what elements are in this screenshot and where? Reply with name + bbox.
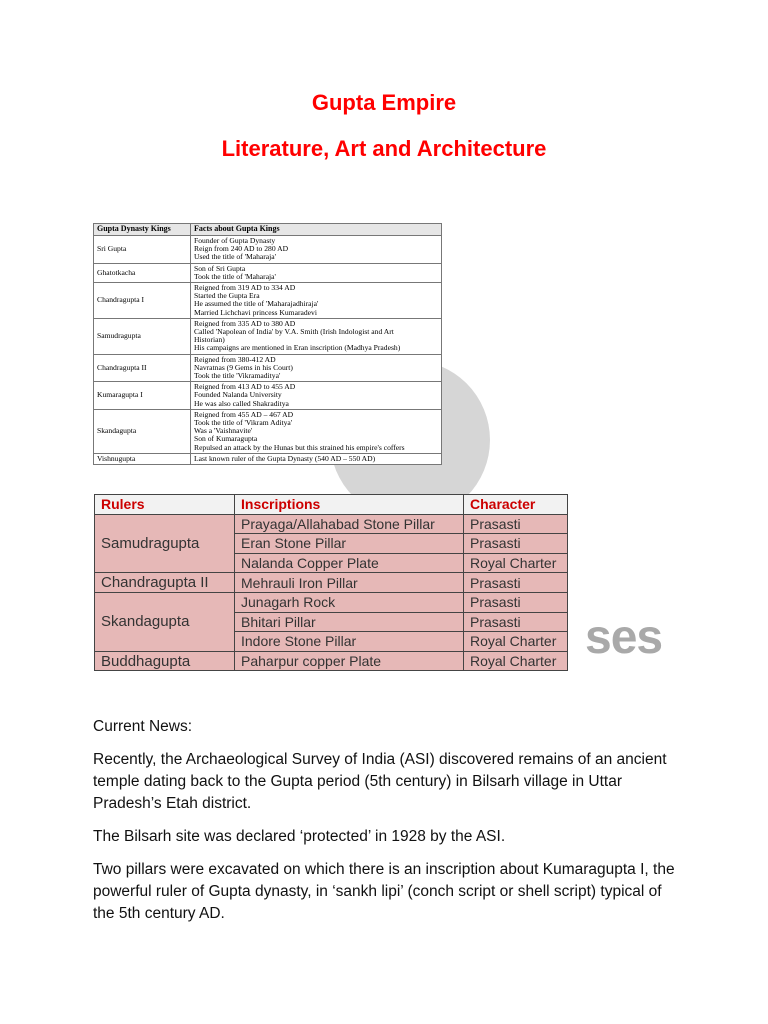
king-name-cell: Chandragupta II <box>94 354 191 382</box>
fact-line: Founded Nalanda University <box>194 390 282 400</box>
fact-line: Reigned from 319 AD to 334 AD <box>194 283 296 293</box>
fact-line: Founder of Gupta Dynasty <box>194 236 276 245</box>
fact-line: Son of Kumaragupta <box>194 434 258 444</box>
fact-line: Last known ruler of the Gupta Dynasty (540 AD – 550 AD) <box>194 453 376 463</box>
king-name-cell: Ghatotkacha <box>94 263 191 282</box>
page-subtitle: Literature, Art and Architecture <box>221 136 547 161</box>
column-header-facts: Facts about Gupta Kings <box>191 224 442 236</box>
table-row <box>94 354 442 382</box>
character-cell: Prasasti <box>464 514 568 534</box>
fact-line: Reigned from 413 AD to 455 AD <box>194 382 296 392</box>
fact-line: Married Lichchavi princess Kumaradevi <box>194 307 317 317</box>
fact-line: Historian) <box>194 335 225 345</box>
news-paragraph: Two pillars were excavated on which there is an inscription about Kumaragupta I, the powerful ruler of Gupta dynasty, in ‘sankh lipi’ (conch script or shell script) typical of the 5th century AD. <box>93 861 675 922</box>
table-row <box>95 651 568 671</box>
king-name-cell: Chandragupta I <box>94 283 191 319</box>
fact-line: Son of Sri Gupta <box>194 263 246 273</box>
king-facts-cell <box>191 382 442 410</box>
table-row <box>95 573 568 593</box>
table-row <box>94 382 442 410</box>
king-facts-cell <box>191 236 442 264</box>
fact-line: Navratnas (9 Gems in his Court) <box>194 362 293 372</box>
inscriptions-table <box>94 494 568 671</box>
table-row <box>94 453 442 464</box>
news-paragraph: The Bilsarh site was declared ‘protected’ in 1928 by the ASI. <box>93 828 506 845</box>
table-row <box>94 318 442 354</box>
table-row <box>95 592 568 612</box>
inscription-cell: Eran Stone Pillar <box>235 534 464 554</box>
table-row <box>94 236 442 264</box>
king-name-cell: Sri Gupta <box>94 236 191 264</box>
fact-line: He was also called Shakraditya <box>194 398 289 408</box>
news-heading: Current News: <box>93 718 193 735</box>
character-cell: Royal Charter <box>464 651 568 671</box>
news-paragraph: Recently, the Archaeological Survey of India (ASI) discovered remains of an ancient temple dating back to the Gupta period (5th century) in Bilsarh village in Uttar Pradesh’s Etah district. <box>93 751 667 812</box>
table-row <box>94 263 442 282</box>
king-facts-cell <box>191 318 442 354</box>
king-name-cell: Kumaragupta I <box>94 382 191 410</box>
fact-line: His campaigns are mentioned in Eran inscription (Madhya Pradesh) <box>194 343 401 353</box>
ruler-cell: Chandragupta II <box>95 573 235 593</box>
character-cell: Royal Charter <box>464 553 568 573</box>
gupta-kings-table <box>93 223 442 465</box>
king-facts-cell <box>191 283 442 319</box>
character-cell: Royal Charter <box>464 632 568 652</box>
fact-line: Reigned from 335 AD to 380 AD <box>194 318 296 328</box>
fact-line: Reigned from 455 AD – 467 AD <box>194 409 294 419</box>
fact-line: Took the title of 'Maharaja' <box>194 271 276 281</box>
table-row <box>94 283 442 319</box>
table-header-row <box>95 495 568 515</box>
character-cell: Prasasti <box>464 534 568 554</box>
column-header-rulers: Rulers <box>95 495 235 515</box>
column-header-character: Character <box>464 495 568 515</box>
inscription-cell: Junagarh Rock <box>235 592 464 612</box>
fact-line: Used the title of 'Maharaja' <box>194 252 277 262</box>
fact-line: Reign from 240 AD to 280 AD <box>194 244 289 254</box>
fact-line: Was a 'Vaishnavite' <box>194 426 253 436</box>
character-cell: Prasasti <box>464 612 568 632</box>
king-name-cell: Skandagupta <box>94 409 191 453</box>
inscription-cell: Paharpur copper Plate <box>235 651 464 671</box>
ruler-cell: Skandagupta <box>95 592 235 651</box>
ruler-cell: Buddhagupta <box>95 651 235 671</box>
inscription-cell: Nalanda Copper Plate <box>235 553 464 573</box>
king-facts-cell <box>191 409 442 453</box>
king-facts-cell <box>191 354 442 382</box>
character-cell: Prasasti <box>464 592 568 612</box>
fact-line: Took the title 'Vikramaditya' <box>194 371 281 381</box>
fact-line: Repulsed an attack by the Hunas but this strained his empire's coffers <box>194 442 405 452</box>
fact-line: Called 'Napolean of India' by V.A. Smith (Irish Indologist and Art <box>194 327 394 337</box>
inscription-cell: Bhitari Pillar <box>235 612 464 632</box>
table-row <box>94 409 442 453</box>
fact-line: He assumed the title of 'Maharajadhiraja' <box>194 299 319 309</box>
page-title: Gupta Empire <box>311 90 457 115</box>
column-header-kings: Gupta Dynasty Kings <box>94 224 191 236</box>
king-name-cell: Vishnugupta <box>94 453 191 464</box>
ruler-cell: Samudragupta <box>95 514 235 573</box>
king-facts-cell <box>191 263 442 282</box>
table-header-row <box>94 224 442 236</box>
fact-line: Reigned from 380-412 AD <box>194 354 276 364</box>
fact-line: Took the title of 'Vikram Aditya' <box>194 418 293 428</box>
king-name-cell: Samudragupta <box>94 318 191 354</box>
watermark-text: ses <box>585 611 663 664</box>
king-facts-cell <box>191 453 442 464</box>
inscription-cell: Mehrauli Iron Pillar <box>235 573 464 593</box>
inscription-cell: Indore Stone Pillar <box>235 632 464 652</box>
fact-line: Started the Gupta Era <box>194 291 260 301</box>
character-cell: Prasasti <box>464 573 568 593</box>
table-row <box>95 514 568 534</box>
column-header-inscriptions: Inscriptions <box>235 495 464 515</box>
inscription-cell: Prayaga/Allahabad Stone Pillar <box>235 514 464 534</box>
